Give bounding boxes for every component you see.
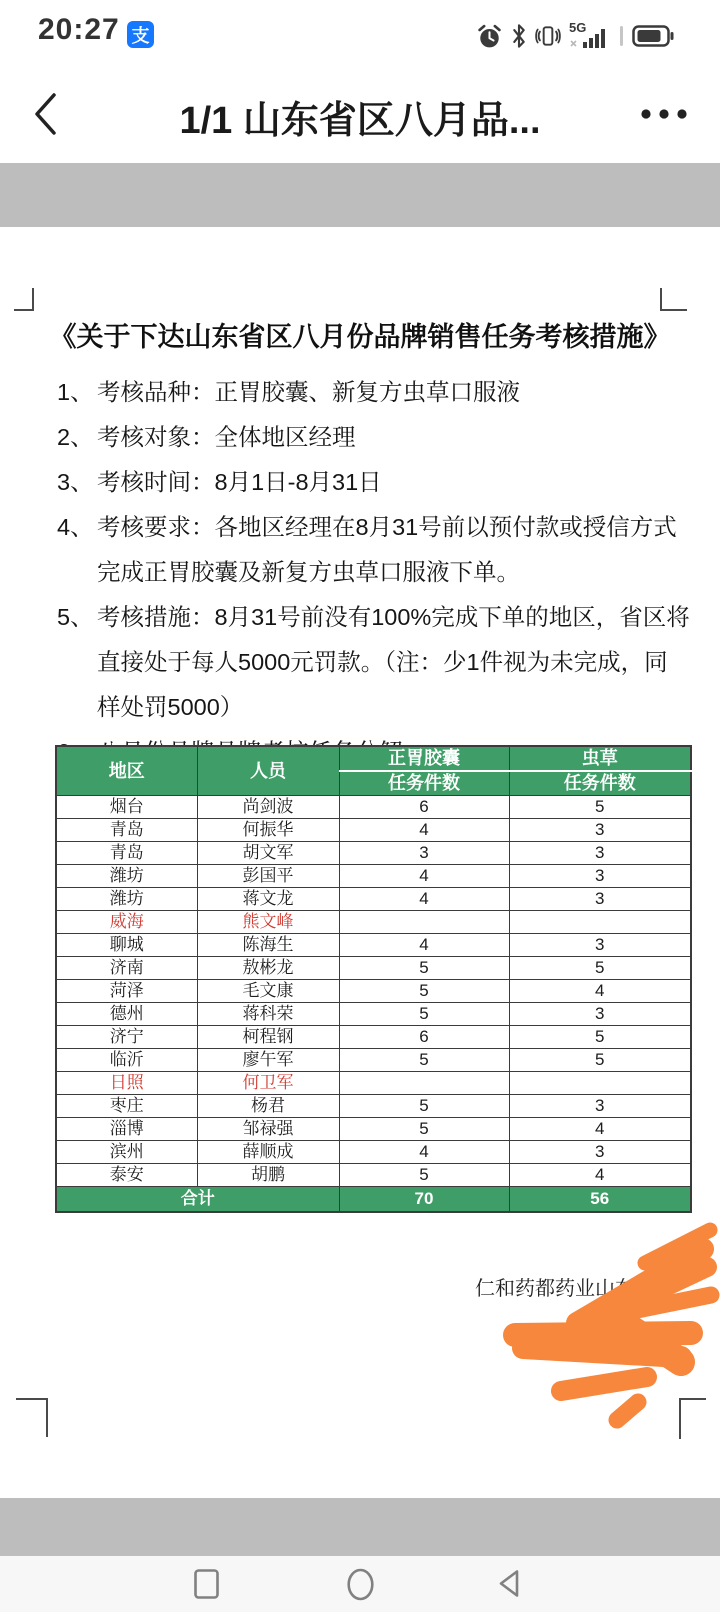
status-icons: [476, 22, 674, 50]
product1-cell: [339, 1072, 509, 1095]
table-row: [56, 934, 691, 957]
person-cell: 尚剑波: [197, 796, 339, 819]
person-cell: 毛文康: [197, 980, 339, 1003]
region-cell: 枣庄: [56, 1095, 197, 1118]
list-item: [57, 415, 691, 460]
total-product2: 56: [509, 1187, 691, 1213]
table-row: [56, 1049, 691, 1072]
product2-cell: 3: [509, 865, 691, 888]
document-heading: 《关于下达山东省区八月份品牌销售任务考核措施》: [49, 322, 671, 352]
item-number: 1、: [57, 379, 94, 405]
product2-cell: 5: [509, 796, 691, 819]
person-cell: 杨君: [197, 1095, 339, 1118]
region-cell: 菏泽: [56, 980, 197, 1003]
product1-cell: 5: [339, 1118, 509, 1141]
document-title-bar: [0, 64, 720, 163]
header-product1: 正胃胶囊: [339, 746, 509, 771]
page-corner-mark-top-right: [660, 288, 687, 311]
more-options-button[interactable]: [640, 107, 688, 121]
battery-icon: [632, 24, 674, 48]
person-cell: 敖彬龙: [197, 957, 339, 980]
signal-5g-icon: 5G: [569, 22, 611, 50]
vibrate-icon: [535, 23, 561, 49]
product2-cell: 3: [509, 888, 691, 911]
region-cell: 威海: [56, 911, 197, 934]
product1-cell: 5: [339, 1164, 509, 1187]
person-cell: 陈海生: [197, 934, 339, 957]
list-item: [57, 460, 691, 505]
product2-cell: 3: [509, 1141, 691, 1164]
item-number: 3、: [57, 469, 94, 495]
page-corner-mark-top-left: [14, 288, 34, 311]
header-region: 地区: [56, 746, 197, 796]
region-cell: 潍坊: [56, 865, 197, 888]
header-product2: 虫草: [509, 746, 691, 771]
product1-cell: 5: [339, 957, 509, 980]
table-row: [56, 1026, 691, 1049]
table-row: [56, 1072, 691, 1095]
product1-cell: 4: [339, 865, 509, 888]
back-button[interactable]: [30, 90, 60, 138]
alarm-icon: [476, 23, 503, 50]
header-product2-unit: 任务件数: [509, 771, 691, 796]
table-row: [56, 980, 691, 1003]
table-row: [56, 1095, 691, 1118]
region-cell: 日照: [56, 1072, 197, 1095]
list-item: [57, 370, 691, 415]
person-cell: 蒋科荣: [197, 1003, 339, 1026]
product1-cell: [339, 911, 509, 934]
table-row: [56, 819, 691, 842]
person-cell: 薛顺成: [197, 1141, 339, 1164]
item-text: 考核对象：全体地区经理: [97, 424, 356, 450]
bluetooth-icon: [511, 23, 527, 49]
company-signature: 仁和药都药业山东: [475, 1278, 635, 1300]
table-header-row: [56, 746, 691, 771]
region-cell: 滨州: [56, 1141, 197, 1164]
person-cell: 何振华: [197, 819, 339, 842]
region-cell: 德州: [56, 1003, 197, 1026]
product1-cell: 4: [339, 888, 509, 911]
item-text: 考核措施：8月31号前没有100%完成下单的地区，省区将直接处于每人5000元罚款。（注：少1件视为未完成，同样处罚5000）: [97, 604, 690, 720]
table-row: [56, 1118, 691, 1141]
system-nav-bar: [0, 1556, 720, 1612]
item-number: 5、: [57, 604, 94, 630]
product2-cell: 5: [509, 1026, 691, 1049]
page-corner-mark-bottom-left: [16, 1398, 48, 1437]
sim2-signal-icon: [619, 23, 624, 49]
item-text: 考核时间：8月1日-8月31日: [97, 469, 382, 495]
clock-time: 20:27: [38, 13, 120, 46]
task-breakdown-table: [55, 745, 692, 1213]
product1-cell: 6: [339, 796, 509, 819]
product2-cell: 3: [509, 1095, 691, 1118]
person-cell: 廖午军: [197, 1049, 339, 1072]
product2-cell: 4: [509, 1164, 691, 1187]
product1-cell: 3: [339, 842, 509, 865]
list-item: [57, 595, 691, 730]
person-cell: 柯程钢: [197, 1026, 339, 1049]
region-cell: 潍坊: [56, 888, 197, 911]
viewer-background-strip-top: [0, 163, 720, 227]
alipay-notification-icon: 支: [127, 21, 154, 48]
recents-button[interactable]: [193, 1568, 220, 1600]
table-row: [56, 842, 691, 865]
product1-cell: 5: [339, 1003, 509, 1026]
region-cell: 淄博: [56, 1118, 197, 1141]
home-button[interactable]: [346, 1568, 375, 1601]
region-cell: 烟台: [56, 796, 197, 819]
item-text: 考核品种：正胃胶囊、新复方虫草口服液: [97, 379, 520, 405]
table-row: [56, 957, 691, 980]
total-label: 合计: [56, 1187, 339, 1213]
table-row: [56, 1141, 691, 1164]
region-cell: 济南: [56, 957, 197, 980]
table-row: [56, 888, 691, 911]
table-row: [56, 796, 691, 819]
product1-cell: 6: [339, 1026, 509, 1049]
person-cell: 胡文军: [197, 842, 339, 865]
product2-cell: 4: [509, 1118, 691, 1141]
android-back-button[interactable]: [497, 1568, 524, 1599]
document-item-list: [57, 370, 691, 775]
person-cell: 何卫军: [197, 1072, 339, 1095]
product1-cell: 5: [339, 1095, 509, 1118]
header-person: 人员: [197, 746, 339, 796]
viewer-background-strip-bottom: [0, 1498, 720, 1556]
product2-cell: [509, 911, 691, 934]
region-cell: 青岛: [56, 819, 197, 842]
table-row: [56, 865, 691, 888]
person-cell: 胡鹏: [197, 1164, 339, 1187]
orange-arrow-annotation: [495, 1205, 720, 1445]
product1-cell: 4: [339, 1141, 509, 1164]
person-cell: 彭国平: [197, 865, 339, 888]
product1-cell: 5: [339, 1049, 509, 1072]
list-item: [57, 505, 691, 595]
product1-cell: 4: [339, 934, 509, 957]
product2-cell: 3: [509, 819, 691, 842]
item-number: 4、: [57, 514, 94, 540]
table-row: [56, 911, 691, 934]
region-cell: 聊城: [56, 934, 197, 957]
product2-cell: 4: [509, 980, 691, 1003]
product1-cell: 4: [339, 819, 509, 842]
status-bar: [0, 0, 720, 64]
product2-cell: [509, 1072, 691, 1095]
item-text: 考核要求：各地区经理在8月31号前以预付款或授信方式完成正胃胶囊及新复方虫草口服液下单。: [97, 514, 677, 585]
page-title: 1/1 山东省区八月品...: [179, 100, 541, 142]
region-cell: 青岛: [56, 842, 197, 865]
item-number: 2、: [57, 424, 94, 450]
table-row: [56, 1003, 691, 1026]
header-product1-unit: 任务件数: [339, 771, 509, 796]
product2-cell: 3: [509, 1003, 691, 1026]
region-cell: 济宁: [56, 1026, 197, 1049]
table-row: [56, 1164, 691, 1187]
product1-cell: 5: [339, 980, 509, 1003]
person-cell: 蒋文龙: [197, 888, 339, 911]
region-cell: 临沂: [56, 1049, 197, 1072]
product2-cell: 5: [509, 1049, 691, 1072]
person-cell: 邹禄强: [197, 1118, 339, 1141]
region-cell: 泰安: [56, 1164, 197, 1187]
product2-cell: 5: [509, 957, 691, 980]
product2-cell: 3: [509, 842, 691, 865]
total-product1: 70: [339, 1187, 509, 1213]
product2-cell: 3: [509, 934, 691, 957]
person-cell: 熊文峰: [197, 911, 339, 934]
